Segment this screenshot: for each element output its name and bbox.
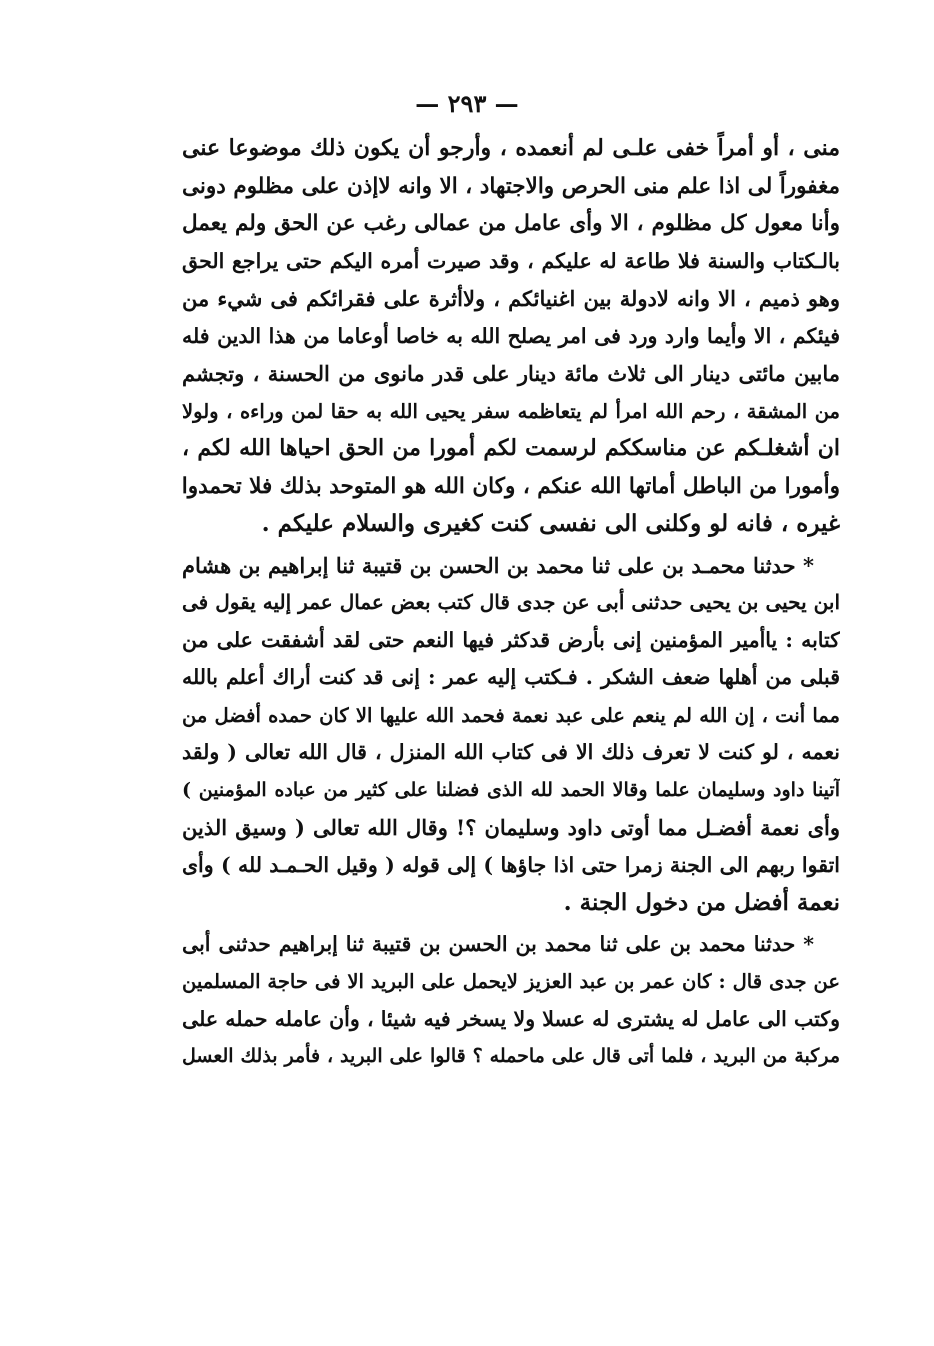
text-line: نعمة أفضل من دخول الجنة .	[563, 889, 840, 916]
text-line: وأى نعمة أفضـل مما أوتى داود وسليمان ؟! وقال الله تعالى ( وسيق الذين	[182, 815, 840, 840]
page-number: — ٢٩٣ —	[415, 89, 519, 118]
text-line: منى ، أو أمراً خفى علـى لم أنعمده ، وأرجو أن يكون ذلك موضوعا عنى	[182, 135, 840, 161]
text-line: مما أنت ، إن الله لم ينعم على عبد نعمة فحمد الله عليها الا كان حمده أفضل من	[182, 703, 840, 727]
body-text	[182, 130, 840, 1076]
text-line: كتابه : ياأمير المؤمنين إنى بأرض قدكثر فيها النعم حتى لقد أشفقت على من	[182, 627, 840, 652]
text-line: مركبة من البريد ، فلما أتى قال على ماحمله ؟ قالوا على البريد ، فأمر بذلك العسل	[182, 1045, 840, 1067]
paragraph	[182, 926, 840, 1076]
text-line: وأمورا من الباطل أماتها الله عنكم ، وكان الله هو المتوحد بذلك فلا تحمدوا	[182, 473, 840, 499]
text-line: وكتب الى عامل له يشترى له عسلا ولا يسخر فيه شيئا ، وأن عامله حمله على	[182, 1006, 840, 1031]
text-line: فيئكم ، الا وأيما وارد ورد فى امر يصلح الله به خاصا أوعاما من هذا الدين فله	[182, 323, 840, 348]
text-line: بالـكتاب والسنة فلا طاعة له عليكم ، وقد صيرت أمره اليكم حتى يراجع الحق	[182, 248, 840, 273]
paragraph	[182, 547, 840, 922]
text-line: وهو ذميم ، الا وانه لادولة بين اغنيائكم ، ولاأثرة على فقرائكم فى شيء من	[182, 286, 840, 311]
paragraph	[182, 130, 840, 543]
text-line: ابن يحيى بن يحيى حدثنى أبى عن جدى قال كتب بعض عمال عمر إليه يقول فى	[182, 590, 840, 614]
text-line: ان أشغلـكم عن مناسككم لرسمت لكم أمورا من الحق احياها الله لكم ،	[182, 435, 840, 461]
text-line: اتقوا ربهم الى الجنة زمرا حتى اذا جاؤها ) إلى قوله ( وقيل الحـمـد لله ) وأى	[182, 852, 840, 877]
text-line: عن جدى قال : كان عمر بن عبد العزيز لايحمل على البريد الا فى حاجة المسلمين	[182, 970, 840, 993]
text-line: مابين مائتى دينار الى ثلاث مائة دينار على قدر مانوى من الحسنة ، وتجشم	[182, 361, 840, 386]
text-line: نعمه ، لو كنت لا تعرف ذلك الا فى كتاب الله المنزل ، قال الله تعالى ( ولقد	[182, 740, 840, 764]
text-line: من المشقة ، رحم الله امرأ لم يتعاظمه سفر يحيى الله به حقا لمن وراءه ، ولولا	[182, 399, 840, 423]
text-line: قبلى من أهلها ضعف الشكر . فـكتب إليه عمر : إنى قد كنت أراك أعلم بالله	[182, 665, 840, 689]
text-line: وأنا معول كل مظلوم ، الا وأى عامل من عمالى رغب عن الحق ولم يعمل	[182, 211, 840, 236]
text-line: غيره ، فانه لو وكلنى الى نفسى كنت كغيرى والسلام عليكم .	[261, 510, 840, 537]
text-line: * حدثنا محمد بن على ثنا محمد بن الحسن بن قتيبة ثنا إبراهيم حدثنى أبى	[182, 931, 814, 956]
text-line: مغفوراً لى اذا علم منى الحرص والاجتهاد ، الا وانه لاإذن على مظلوم دونى	[182, 173, 840, 199]
text-line: آتينا داود وسليمان علما وقالا الحمد لله الذى فضلنا على كثير من عباده المؤمنين )	[182, 778, 840, 801]
text-line: * حدثنا محمـد بن على ثنا محمد بن الحسن بن قتيبة ثنا إبراهيم بن هشام	[182, 552, 814, 578]
